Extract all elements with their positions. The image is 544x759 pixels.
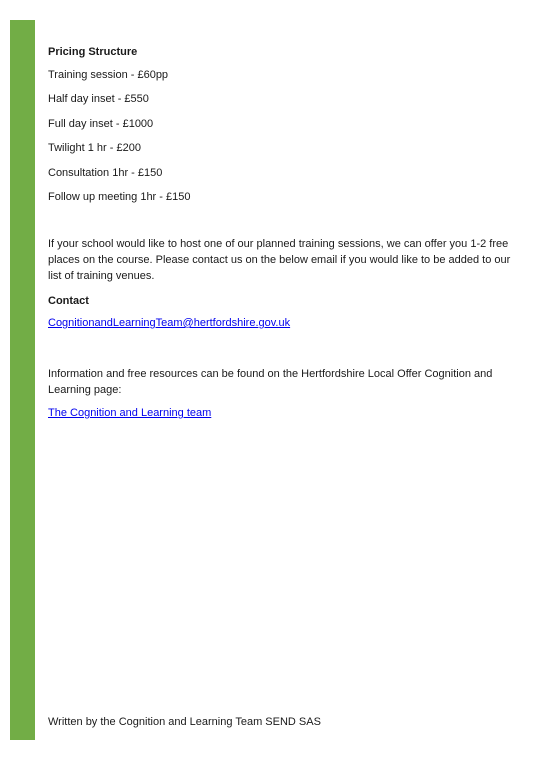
footer-text: Written by the Cognition and Learning Team SEND SAS: [48, 716, 321, 728]
pricing-item-consultation: Consultation 1hr - £150: [48, 167, 163, 179]
pricing-item-half-day: Half day inset - £550: [48, 93, 149, 105]
pricing-item-twilight: Twilight 1 hr - £200: [48, 142, 141, 154]
pricing-item-full-day: Full day inset - £1000: [48, 118, 154, 130]
accent-bar: [10, 20, 35, 740]
pricing-heading: Pricing Structure: [48, 46, 138, 58]
pricing-item-training-session: Training session - £60pp: [48, 69, 169, 81]
contact-email-link[interactable]: CognitionandLearningTeam@hertfordshire.gov.uk: [48, 317, 291, 329]
hosting-paragraph: If your school would like to host one of our planned training sessions, we can offer you 1-2 free places on the course. Please contact us on the below email if you would like to be added to our list of training venues.: [48, 238, 511, 282]
info-paragraph: Information and free resources can be found on the Hertfordshire Local Offer Cognition and Learning page:: [48, 368, 493, 396]
contact-heading: Contact: [48, 295, 89, 307]
pricing-item-follow-up: Follow up meeting 1hr - £150: [48, 191, 191, 203]
cognition-learning-team-link[interactable]: The Cognition and Learning team: [48, 407, 212, 419]
